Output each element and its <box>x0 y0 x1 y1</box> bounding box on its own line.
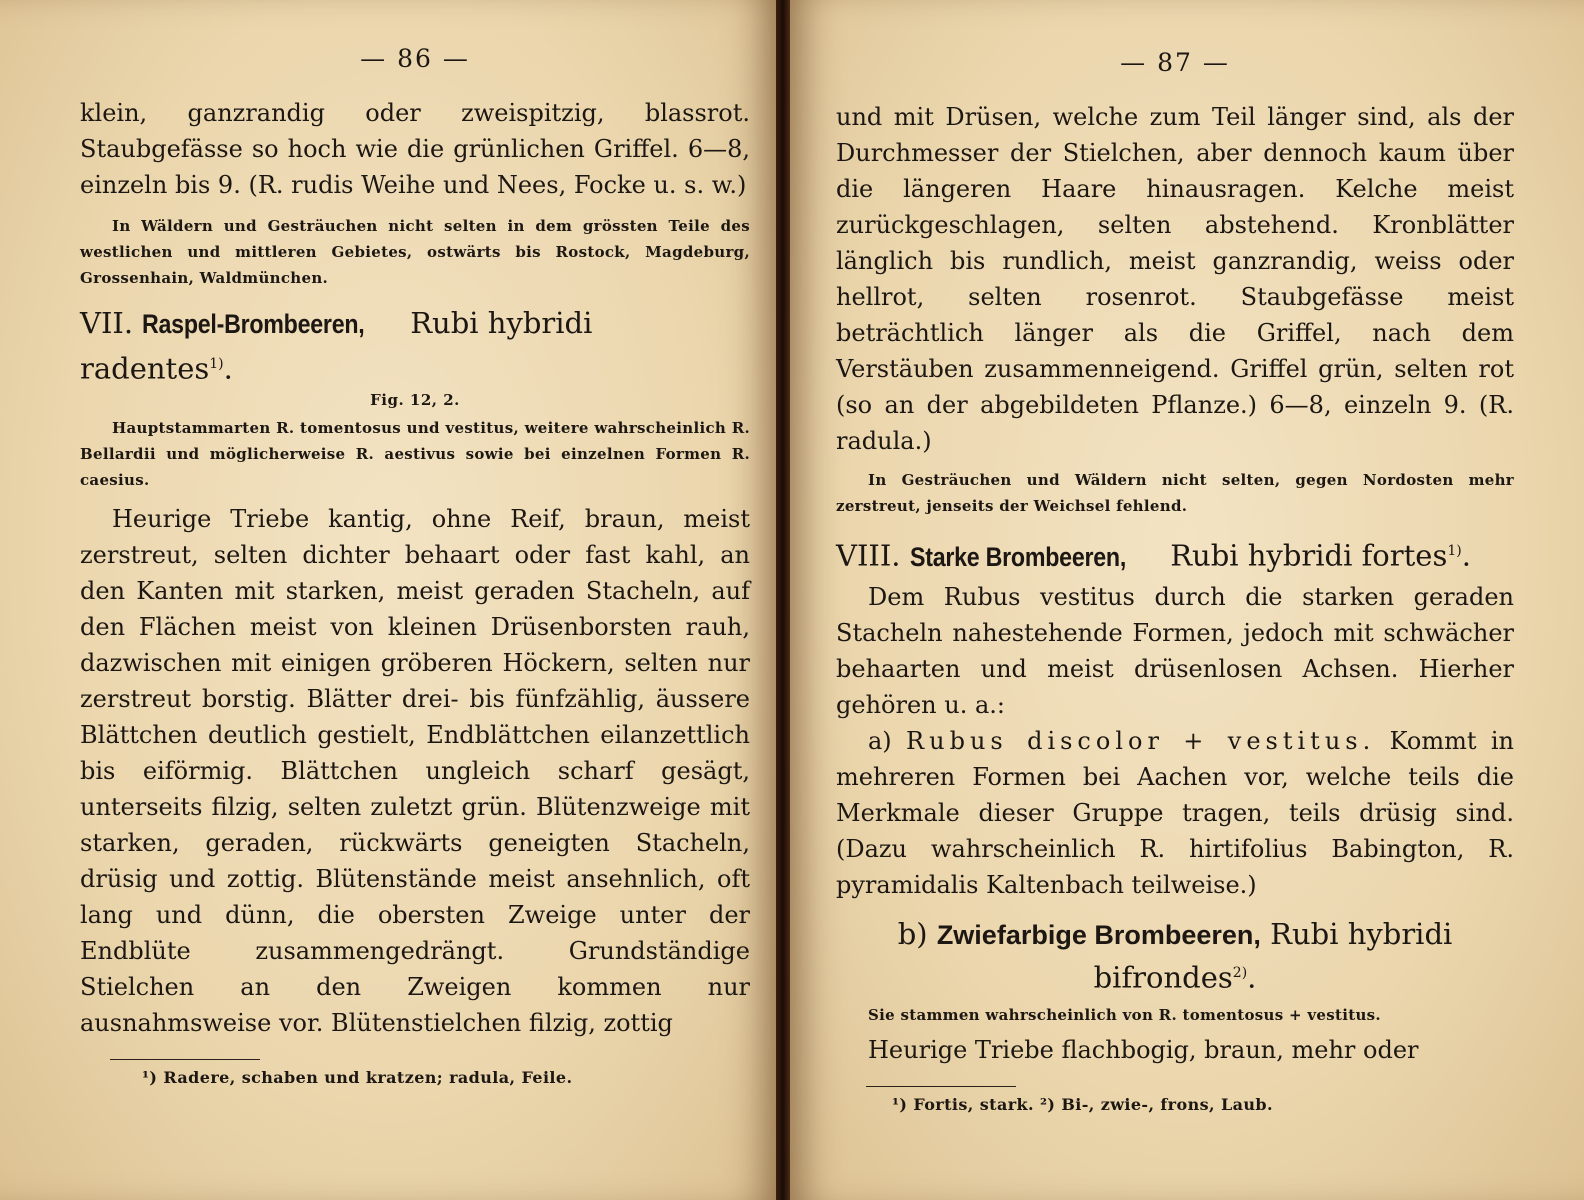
section-heading <box>836 531 1514 577</box>
footnote-ref: 1) <box>209 356 224 372</box>
heading-punct: . <box>1461 538 1471 573</box>
subsection-text: Kommt in mehreren Formen bei Aachen vor, welche teils die Merkmale dieser Gruppe tragen, teils drüsig sind. (Dazu wahrscheinlich R. hirtifolius Babington, R. pyramidalis Kaltenbach teilweise.) <box>836 726 1514 899</box>
section-heading <box>80 303 750 389</box>
heading-number: VII. <box>80 306 134 340</box>
heading-latin: Rubi hybridi fortes <box>1170 538 1448 573</box>
footnote: ¹) Radere, schaben und kratzen; radula, Feile. <box>142 1067 573 1087</box>
list-marker: b) <box>897 916 928 951</box>
book-gutter <box>776 0 790 1200</box>
species-note: Hauptstammarten R. tomentosus und vestitus, weitere wahrscheinlich R. Bellardii und möglicherweise R. aestivus sowie bei einzelnen Formen R. caesius. <box>80 418 750 489</box>
subsection-title: Zwiefarbige Brombeeren, <box>936 919 1261 950</box>
intro-paragraph: Dem Rubus vestitus durch die starken geraden Stacheln nahestehende Formen, jedoch mit schwächer behaarten und meist drüsenlosen Achsen. Hierher gehören u. a.: <box>836 582 1514 719</box>
footnote: ¹) Fortis, stark. ²) Bi-, zwie-, frons, Laub. <box>892 1095 1273 1115</box>
origin-note: Sie stammen wahrscheinlich von R. tomentosus + vestitus. <box>868 1006 1381 1025</box>
species-name: Rubus discolor + vestitus. <box>906 726 1376 755</box>
heading-punct: . <box>223 351 233 386</box>
heading-latin: Rubi hybridi radentes <box>80 306 593 386</box>
paragraph: klein, ganzrandig oder zweispitzig, blassrot. Staubgefässe so hoch wie die grünlichen Griffel. 6—8, einzeln bis 9. (R. rudis Weihe und Nees, Focke u. s. w.) <box>80 99 750 199</box>
subsection-heading <box>836 915 1514 997</box>
subsection-latin: Rubi hybridi bifrondes <box>1093 916 1453 995</box>
list-marker: a) <box>868 726 892 755</box>
heading-title: Raspel-Brombeeren, <box>142 309 365 339</box>
heading-number: VIII. <box>836 538 901 573</box>
description-paragraph: Heurige Triebe kantig, ohne Reif, braun, meist zerstreut, selten dichter behaart oder fast kahl, an den Kanten mit starken, meist geraden Stacheln, auf den Flächen meist von kleinen Drüsenborsten rauh, dazwischen mit einigen gröberen Höckern, selten nur zerstreut borstig. Blätter drei- bis fünfzählig, äussere Blättchen deutlich gestielt, Endblättchen eilanzettlich bis eiförmig. Blättchen ungleich scharf gesägt, unterseits filzig, selten zuletzt grün. Blütenzweige mit starken, geraden, rückwärts geneigten Stacheln, drüsig und zottig. Blütenstände meist ansehnlich, oft lang und dünn, die obersten Zweige unter der Endblüte zusammengedrängt. Grundständige Stielchen an den Zweigen kommen nur ausnahmsweise vor. Blütenstielchen filzig, zottig <box>80 504 750 1037</box>
heading-punct: . <box>1247 960 1257 995</box>
habitat-note: In Gesträuchen und Wäldern nicht selten, gegen Nordosten mehr zerstreut, jenseits der Weichsel fehlend. <box>836 471 1514 515</box>
page-number: — 86 — <box>360 44 470 73</box>
heading-title: Starke Brombeeren, <box>909 541 1126 572</box>
subsection-a <box>836 723 1514 903</box>
figure-reference: Fig. 12, 2. <box>370 390 460 409</box>
paragraph: und mit Drüsen, welche zum Teil länger sind, als der Durchmesser der Stielchen, aber dennoch kaum über die längeren Haare hinausragen. Kelche meist zurückgeschlagen, selten abstehend. Kronblätter länglich bis rundlich, meist ganzrandig, weiss oder hellrot, selten rosenrot. Staubgefässe meist beträchtlich länger als die Griffel, nach dem Verstäuben zusammenneigend. Griffel grün, selten rot (so an der abgebildeten Pflanze.) 6—8, einzeln 9. (R. radula.) <box>836 103 1514 455</box>
footnote-ref: 2) <box>1232 964 1248 981</box>
right-page <box>790 0 1584 1200</box>
footnote-ref: 1) <box>1447 543 1462 559</box>
paragraph: Heurige Triebe flachbogig, braun, mehr oder <box>868 1036 1419 1065</box>
left-page <box>0 0 776 1200</box>
habitat-note: In Wäldern und Gesträuchen nicht selten in dem grössten Teile des westlichen und mittleren Gebietes, ostwärts bis Rostock, Magdeburg, Grossenhain, Waldmünchen. <box>80 217 750 287</box>
footnote-rule <box>866 1086 1016 1087</box>
page-number: — 87 — <box>1120 48 1230 77</box>
footnote-rule <box>110 1059 260 1060</box>
